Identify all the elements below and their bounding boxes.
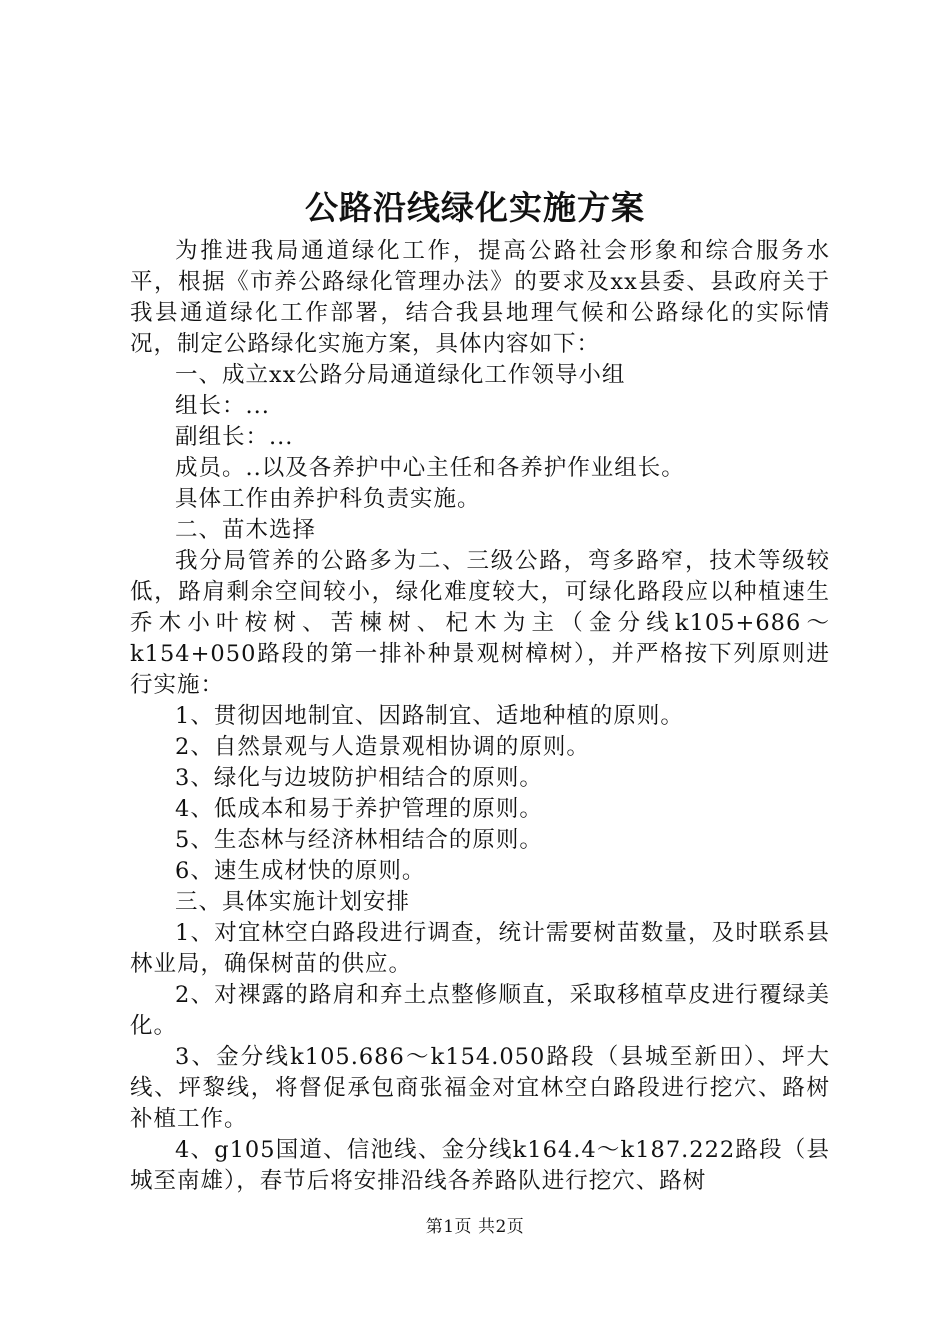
deputy-leader-line: 副组长：... — [175, 424, 294, 450]
document-title: 公路沿线绿化实施方案 — [305, 188, 645, 227]
principle-item: 2、自然景观与人造景观相协调的原则。 — [175, 734, 590, 760]
plan-item: 3、金分线k105.686～k154.050路段（县城至新田）、坪大线、坪黎线，将督促承包商张福金对宜林空白路段进行挖穴、路树补植工作。 — [130, 1044, 830, 1132]
seedling-paragraph: 我分局管养的公路多为二、三级公路，弯多路窄，技术等级较低，路肩剩余空间较小，绿化难度较大，可绿化路段应以种植速生乔木小叶桉树、苦楝树、杞木为主（金分线k105+686～k154+050路段的第一排补种景观树樟树），并严格按下列原则进行实施： — [130, 548, 830, 698]
principle-item: 3、绿化与边坡防护相结合的原则。 — [175, 765, 543, 791]
section-heading-3: 三、具体实施计划安排 — [175, 889, 411, 915]
leader-line: 组长：... — [175, 393, 270, 419]
intro-paragraph: 为推进我局通道绿化工作，提高公路社会形象和综合服务水平，根据《市养公路绿化管理办法》的要求及xx县委、县政府关于我县通道绿化工作部署，结合我县地理气候和公路绿化的实际情况，制定公路绿化实施方案，具体内容如下： — [130, 238, 830, 357]
plan-item: 4、g105国道、信池线、金分线k164.4～k187.222路段（县城至南雄），春节后将安排沿线各养路队进行挖穴、路树 — [130, 1137, 830, 1194]
plan-item: 2、对裸露的路肩和弃土点整修顺直，采取移植草皮进行覆绿美化。 — [130, 982, 830, 1039]
document-body — [130, 236, 830, 1197]
principle-item: 4、低成本和易于养护管理的原则。 — [175, 796, 543, 822]
responsibility-line: 具体工作由养护科负责实施。 — [175, 486, 481, 512]
plan-item: 1、对宜林空白路段进行调查，统计需要树苗数量，及时联系县林业局，确保树苗的供应。 — [130, 920, 830, 977]
section-heading-1: 一、成立xx公路分局通道绿化工作领导小组 — [175, 362, 626, 388]
members-line: 成员。..以及各养护中心主任和各养护作业组长。 — [175, 455, 685, 481]
section-heading-2: 二、苗木选择 — [175, 517, 317, 543]
principle-item: 6、速生成材快的原则。 — [175, 858, 426, 884]
page-number-footer: 第1页 共2页 — [425, 1217, 525, 1237]
principle-item: 5、生态林与经济林相结合的原则。 — [175, 827, 543, 853]
principle-item: 1、贯彻因地制宜、因路制宜、适地种植的原则。 — [175, 703, 684, 729]
